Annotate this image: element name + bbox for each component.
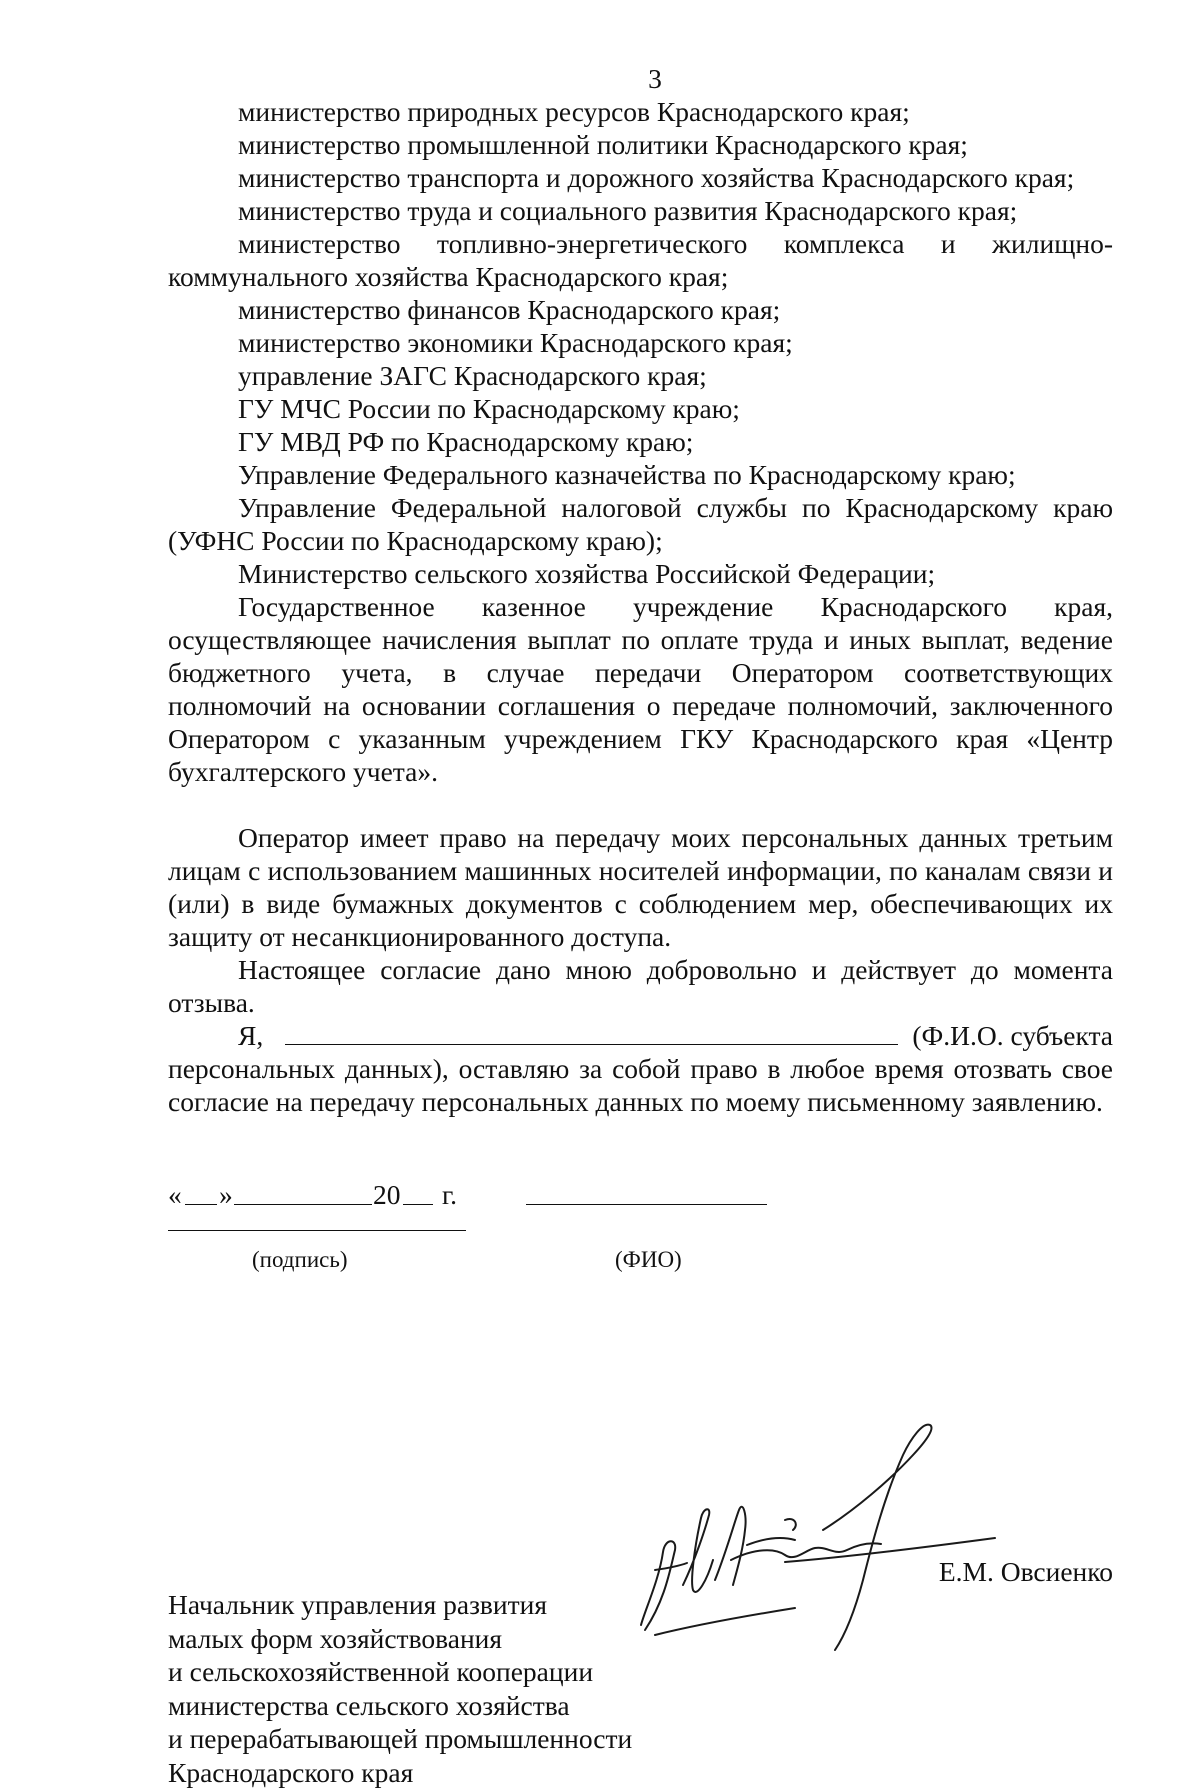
fio-caption: (ФИО) bbox=[615, 1243, 682, 1276]
signature-caption: (подпись) bbox=[252, 1243, 347, 1276]
year-suffix: г. bbox=[442, 1178, 457, 1211]
signatory-name: Е.М. Овсиенко bbox=[939, 1555, 1113, 1588]
list-item: министерство труда и социального развития Краснодарского края; bbox=[168, 194, 1113, 227]
paragraph-gap bbox=[168, 788, 1113, 821]
title-line: Краснодарского края bbox=[168, 1756, 632, 1789]
list-item: Управление Федерального казначейства по Краснодарскому краю; bbox=[168, 458, 1113, 491]
close-quote: » bbox=[219, 1178, 233, 1211]
list-item: Государственное казенное учреждение Краснодарского края, осуществляющее начисления выплат по оплате труда и иных выплат, ведение бюджетного учета, в случае передачи Оператором соответствующих полномочий на основании соглашения о передаче полномочий, заключенного Оператором с указанным учреждением ГКУ Краснодарского края «Центр бухгалтерского учета». bbox=[168, 590, 1113, 788]
signature-field[interactable] bbox=[168, 1230, 466, 1231]
signatory-title bbox=[168, 1588, 632, 1789]
handwritten-signature bbox=[635, 1420, 1015, 1655]
list-item: министерство промышленной политики Краснодарского края; bbox=[168, 128, 1113, 161]
title-line: и перерабатывающей промышленности bbox=[168, 1722, 632, 1756]
page-number: 3 bbox=[0, 62, 1200, 95]
list-item: управление ЗАГС Краснодарского края; bbox=[168, 359, 1113, 392]
revoke-end: (Ф.И.О. субъекта bbox=[912, 1019, 1113, 1052]
revoke-paragraph: персональных данных), оставляю за собой право в любое время отозвать свое согласие на передачу персональных данных по моему письменному заявлению. bbox=[168, 1052, 1113, 1118]
open-quote: « bbox=[168, 1178, 182, 1211]
title-line: Начальник управления развития bbox=[168, 1588, 632, 1622]
title-line: министерства сельского хозяйства bbox=[168, 1689, 632, 1723]
operator-paragraph: Оператор имеет право на передачу моих персональных данных третьим лицам с использованием машинных носителей информации, по каналам связи и (или) в виде бумажных документов с соблюдением мер, обеспечивающих их защиту от несанкционированного доступа. bbox=[168, 821, 1113, 953]
year-field[interactable] bbox=[403, 1204, 433, 1205]
title-line: и сельскохозяйственной кооперации bbox=[168, 1655, 632, 1689]
list-item: ГУ МЧС России по Краснодарскому краю; bbox=[168, 392, 1113, 425]
date-form bbox=[168, 1178, 788, 1214]
fio-blank-field[interactable] bbox=[285, 1022, 898, 1045]
list-item: министерство топливно-энергетического комплекса и жилищно-коммунального хозяйства Краснодарского края; bbox=[168, 227, 1113, 293]
fio-field[interactable] bbox=[526, 1204, 767, 1205]
list-item: ГУ МВД РФ по Краснодарскому краю; bbox=[168, 425, 1113, 458]
list-item: Министерство сельского хозяйства Российской Федерации; bbox=[168, 557, 1113, 590]
document-body bbox=[168, 95, 1113, 1118]
fio-line bbox=[168, 1019, 1113, 1052]
title-line: малых форм хозяйствования bbox=[168, 1622, 632, 1656]
month-field[interactable] bbox=[234, 1204, 372, 1205]
day-field[interactable] bbox=[185, 1204, 217, 1205]
list-item: министерство природных ресурсов Краснодарского края; bbox=[168, 95, 1113, 128]
revoke-start: Я, bbox=[238, 1019, 263, 1052]
list-item: министерство финансов Краснодарского края; bbox=[168, 293, 1113, 326]
list-item: Управление Федеральной налоговой службы по Краснодарскому краю (УФНС России по Краснодарскому краю); bbox=[168, 491, 1113, 557]
year-prefix: 20 bbox=[373, 1178, 401, 1211]
consent-paragraph: Настоящее согласие дано мною добровольно и действует до момента отзыва. bbox=[168, 953, 1113, 1019]
list-item: министерство транспорта и дорожного хозяйства Краснодарского края; bbox=[168, 161, 1113, 194]
list-item: министерство экономики Краснодарского края; bbox=[168, 326, 1113, 359]
